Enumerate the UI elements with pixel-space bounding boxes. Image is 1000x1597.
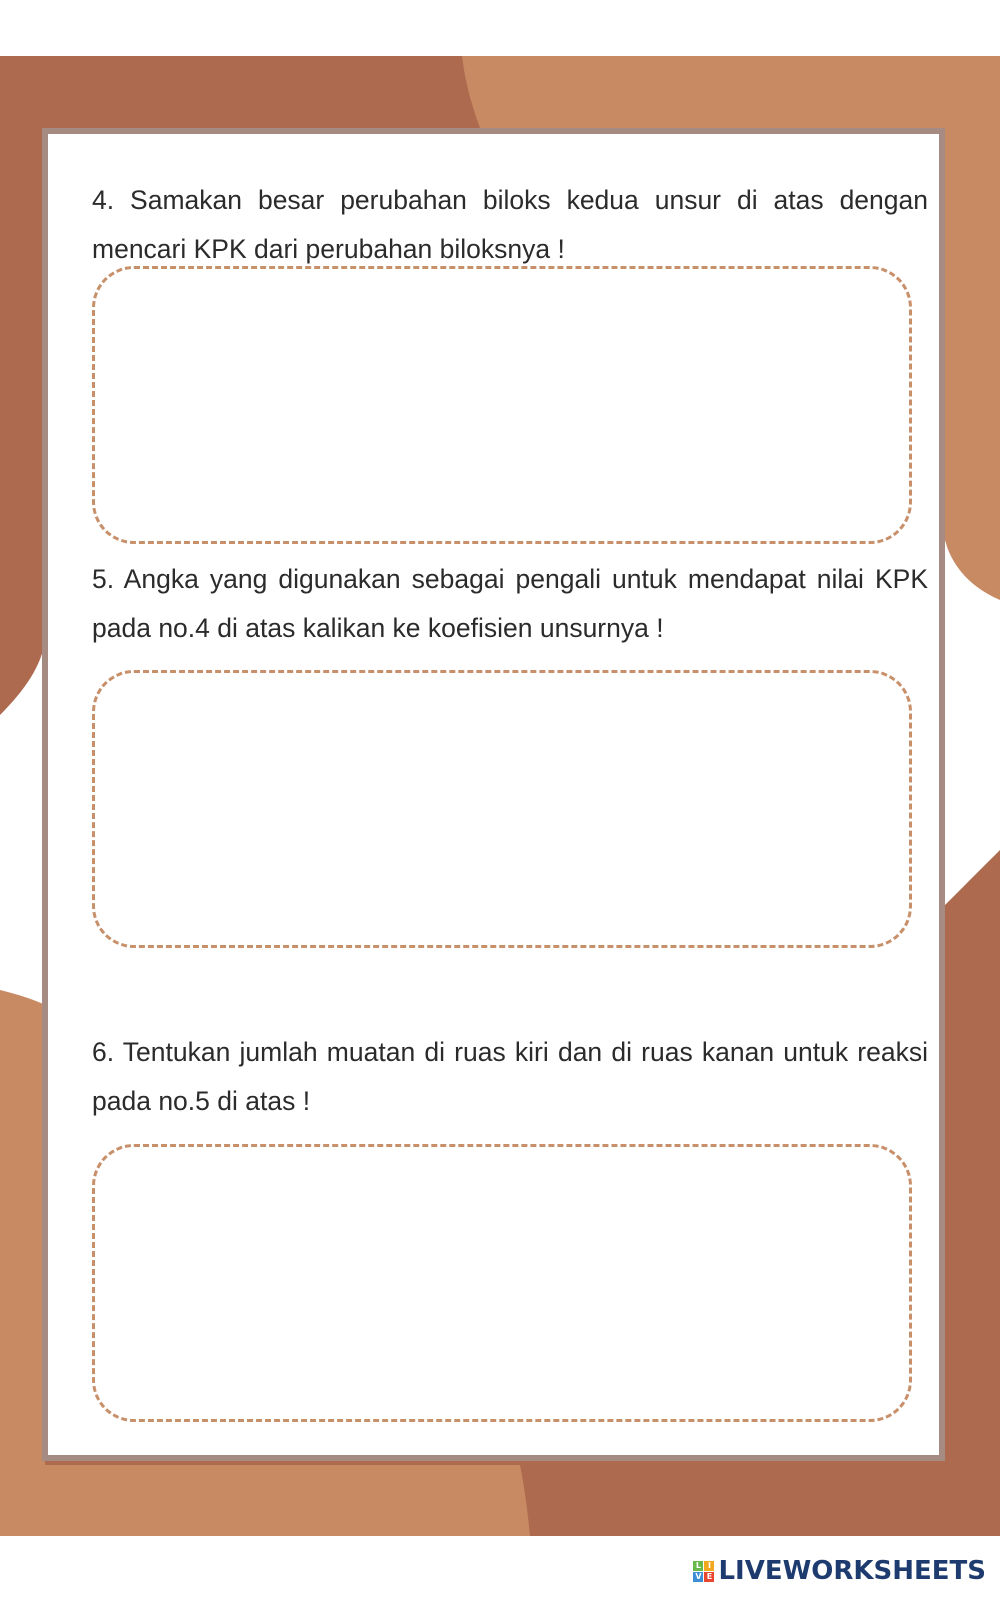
question-5: 5. Angka yang digunakan sebagai pengali untuk mendapat nilai KPK pada no.4 di atas kalikan ke koefisien unsurnya ! xyxy=(92,564,928,643)
worksheet-card xyxy=(42,128,945,1461)
answer-box-6[interactable] xyxy=(92,1144,912,1422)
logo-tile-i: I xyxy=(704,1561,714,1571)
answer-box-4[interactable] xyxy=(92,266,912,544)
brand-name: LIVEWORKSHEETS xyxy=(718,1556,986,1586)
liveworksheets-logo-icon xyxy=(693,1561,714,1582)
answer-box-5[interactable] xyxy=(92,670,912,948)
logo-tile-l: L xyxy=(693,1561,703,1571)
question-4: 4. Samakan besar perubahan biloks kedua unsur di atas dengan mencari KPK dari perubahan biloksnya ! xyxy=(92,185,928,264)
liveworksheets-brand xyxy=(693,1552,986,1590)
background-dark-shape-left xyxy=(0,56,45,715)
question-6: 6. Tentukan jumlah muatan di ruas kiri dan di ruas kanan untuk reaksi pada no.5 di atas ! xyxy=(92,1037,928,1116)
logo-tile-e: E xyxy=(704,1572,714,1582)
logo-tile-v: V xyxy=(695,1571,702,1581)
